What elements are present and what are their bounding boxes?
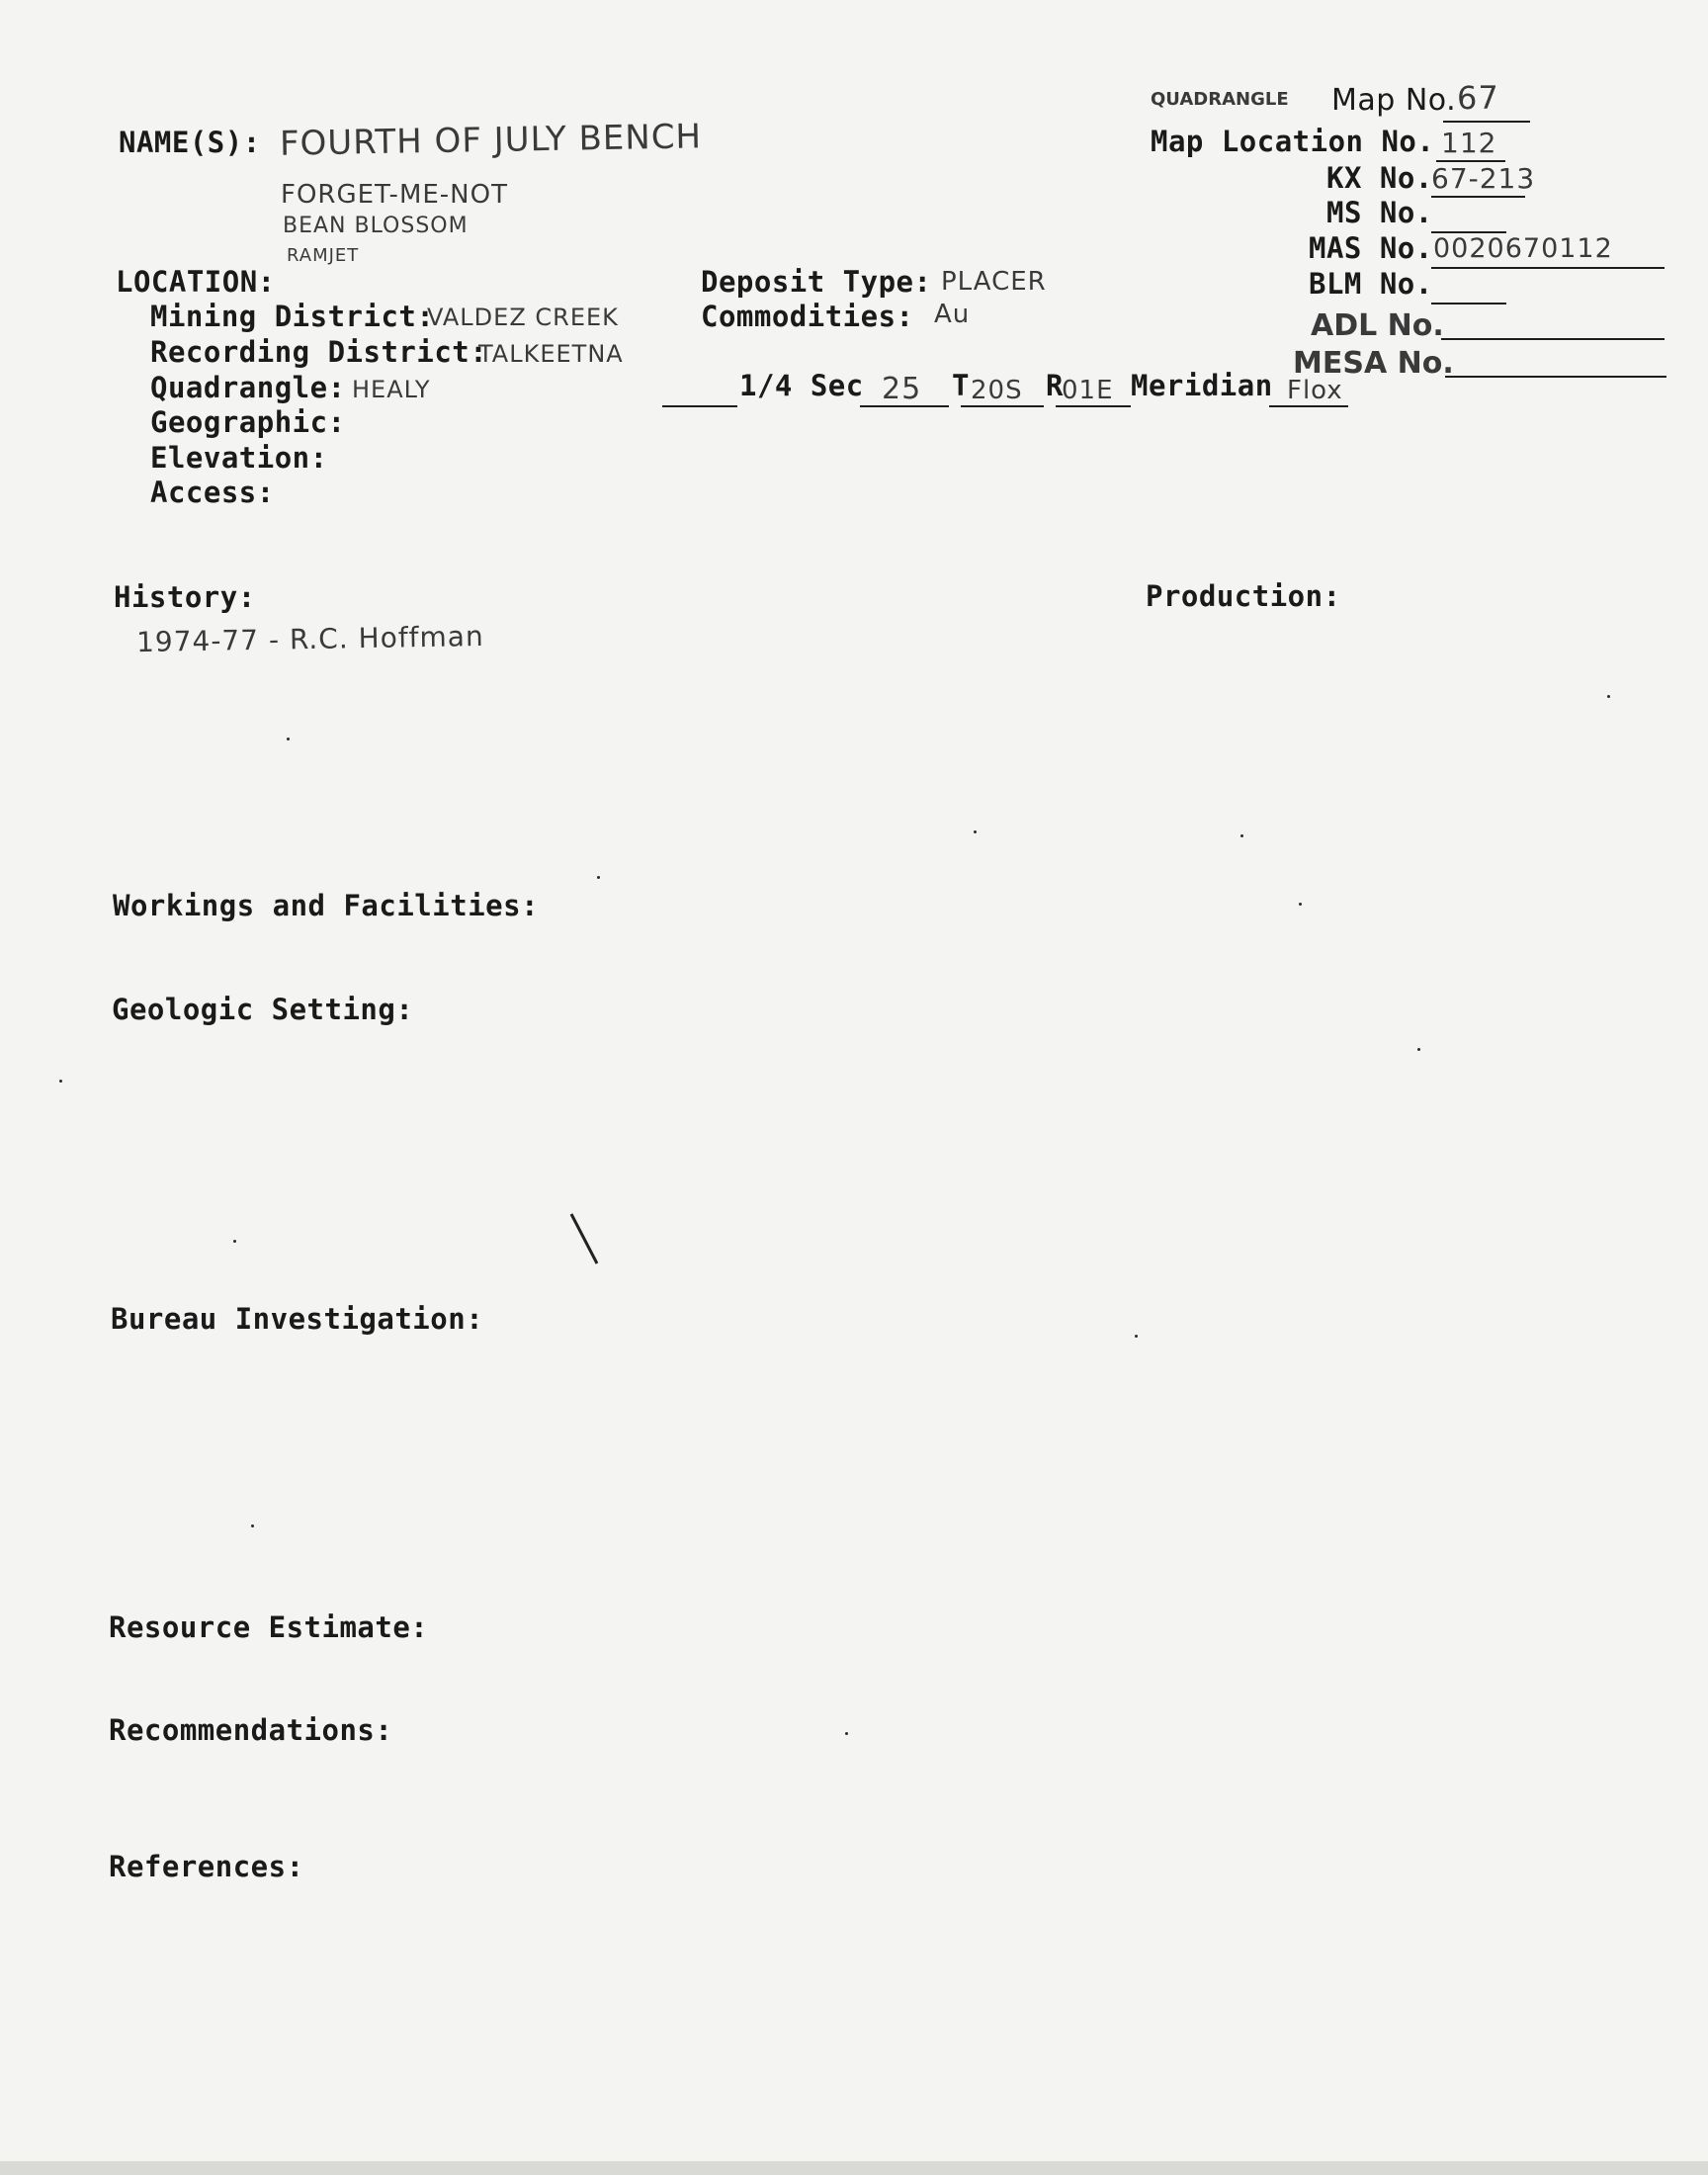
scan-speck <box>1417 1048 1420 1051</box>
scan-speck <box>1240 834 1243 837</box>
production-label: Production: <box>1146 579 1341 613</box>
quadrangle-map-label: Map No. <box>1331 83 1457 118</box>
deposit-type-value: PLACER <box>941 267 1047 297</box>
quadrangle-value: HEALY <box>352 376 431 403</box>
scan-speck <box>251 1524 254 1527</box>
geographic-label: Geographic: <box>150 405 346 439</box>
history-value: 1974-77 - R.C. Hoffman <box>135 619 484 659</box>
meridian-value: Flox <box>1287 376 1343 405</box>
recording-district-value: TALKEETNA <box>478 340 624 368</box>
name-3: BEAN BLOSSOM <box>283 214 469 238</box>
meridian-line <box>1269 405 1348 407</box>
mining-district-label: Mining District: <box>150 300 435 333</box>
geologic-label: Geologic Setting: <box>112 993 414 1026</box>
township-line <box>961 405 1044 407</box>
adl-line <box>1441 338 1665 340</box>
scan-speck <box>1135 1335 1138 1338</box>
name-4: RAMJET <box>287 245 360 266</box>
township-value: 20S <box>971 376 1023 405</box>
commodities-label: Commodities: <box>701 300 914 333</box>
quadrangle-map-value: 67 <box>1457 79 1499 117</box>
name-1: FOURTH OF JULY BENCH <box>279 117 703 164</box>
scan-speck <box>287 738 290 740</box>
elevation-label: Elevation: <box>150 441 328 475</box>
scan-speck <box>1299 903 1302 906</box>
workings-label: Workings and Facilities: <box>113 889 540 922</box>
meridian-label: Meridian <box>1131 369 1273 402</box>
map-location-value: 112 <box>1441 127 1497 159</box>
range-line <box>1056 405 1131 407</box>
township-prefix: T <box>952 369 970 402</box>
ms-label: MS No. <box>1326 196 1433 229</box>
section-quarter-label: 1/4 Sec <box>739 369 864 402</box>
deposit-type-label: Deposit Type: <box>701 265 932 299</box>
section-value: 25 <box>882 372 922 406</box>
scan-speck <box>1607 695 1610 698</box>
resource-label: Resource Estimate: <box>109 1610 429 1644</box>
name-2: FORGET-ME-NOT <box>281 180 508 210</box>
quadrangle-label: Quadrangle: <box>150 371 346 404</box>
bureau-label: Bureau Investigation: <box>111 1302 484 1336</box>
mesa-line <box>1445 376 1666 378</box>
history-label: History: <box>114 580 256 614</box>
mas-value: 0020670112 <box>1433 233 1613 264</box>
mining-district-value: VALDEZ CREEK <box>427 304 619 331</box>
recommendations-label: Recommendations: <box>109 1713 393 1747</box>
quadrangle-map-line <box>1443 121 1530 123</box>
scan-speck <box>59 1080 62 1083</box>
scan-edge <box>0 2161 1708 2175</box>
scan-speck <box>974 830 977 833</box>
adl-label: ADL No. <box>1311 308 1444 343</box>
pen-stroke-mark <box>567 1210 607 1269</box>
recording-district-label: Recording District: <box>150 335 488 369</box>
range-value: 01E <box>1062 376 1114 405</box>
access-label: Access: <box>150 476 275 509</box>
kx-value: 67-213 <box>1431 162 1536 195</box>
blm-line <box>1431 303 1506 304</box>
mas-line <box>1431 267 1665 269</box>
map-location-label: Map Location No. <box>1151 125 1435 158</box>
quarter-line <box>662 405 737 407</box>
quadrangle-map-hw-label: QUADRANGLE <box>1151 89 1289 110</box>
scan-speck <box>233 1240 236 1243</box>
commodities-value: Au <box>934 300 971 329</box>
location-label: LOCATION: <box>116 265 276 299</box>
mesa-label: MESA No. <box>1293 346 1454 381</box>
range-prefix: R <box>1046 369 1064 402</box>
names-label: NAME(S): <box>119 126 261 159</box>
references-label: References: <box>109 1850 304 1883</box>
scan-speck <box>845 1732 848 1735</box>
mas-label: MAS No. <box>1309 231 1433 265</box>
kx-line <box>1431 196 1525 198</box>
blm-label: BLM No. <box>1309 267 1433 301</box>
kx-label: KX No. <box>1326 161 1433 195</box>
scan-speck <box>597 876 600 879</box>
